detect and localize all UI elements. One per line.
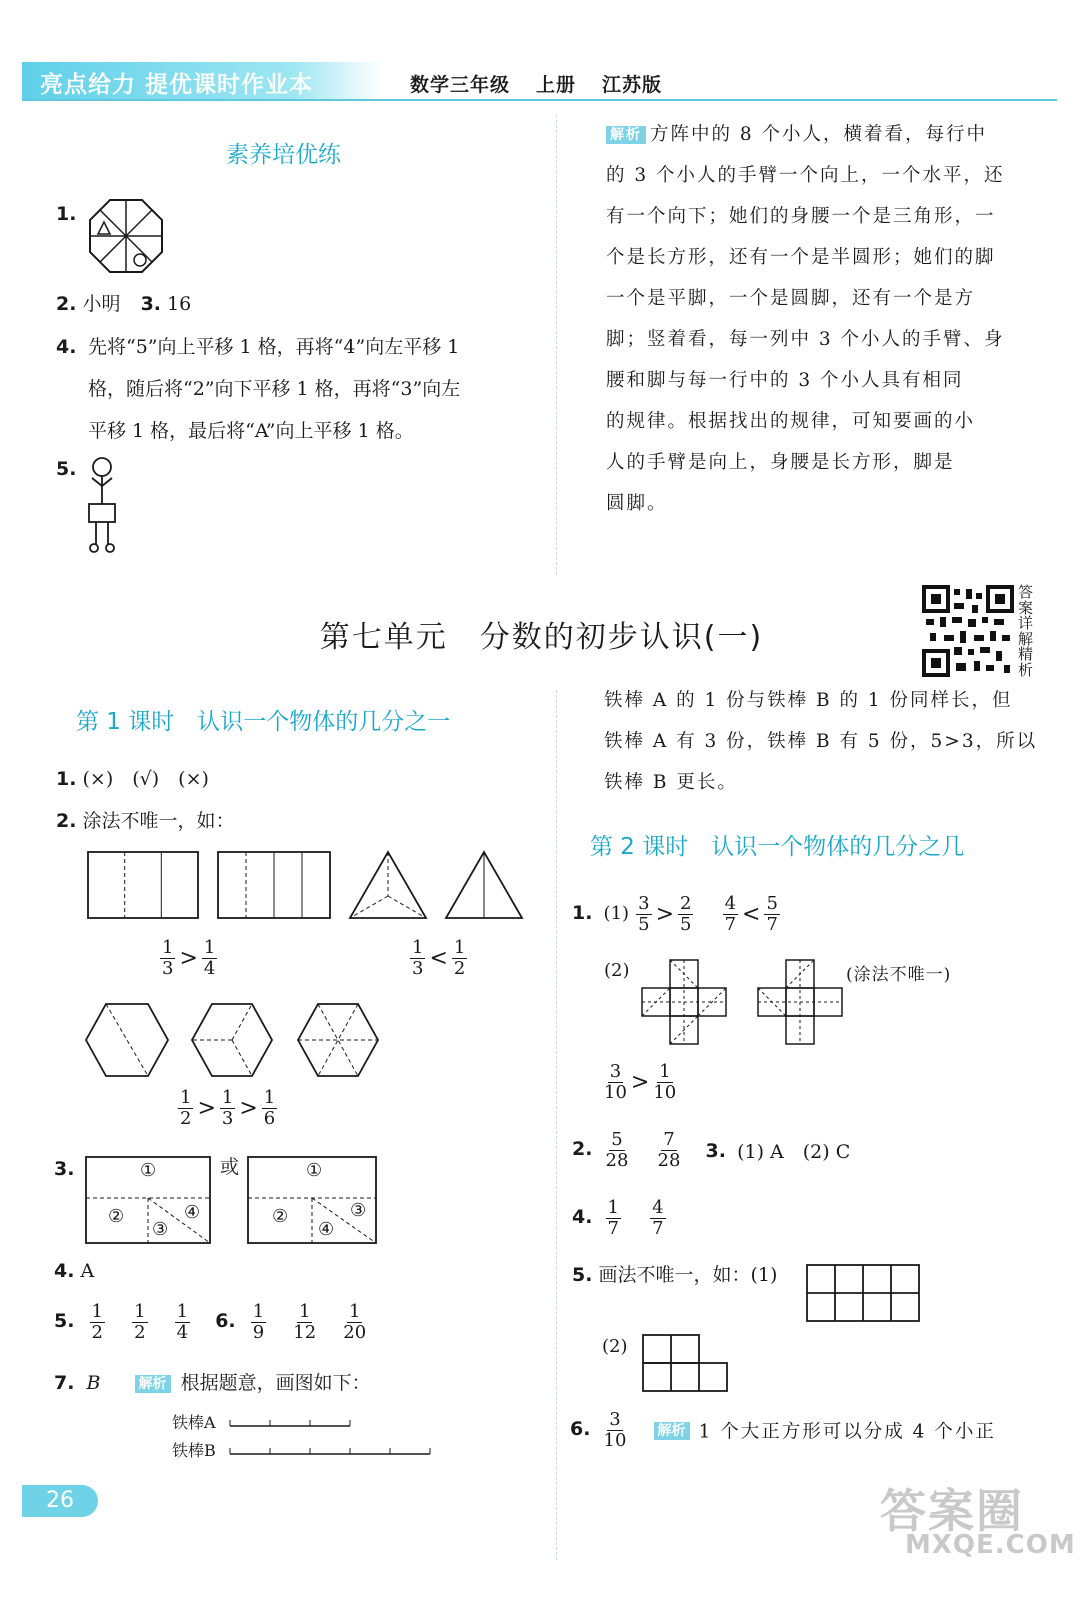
part-label: (2) bbox=[602, 1336, 628, 1357]
question-number: 3. bbox=[140, 293, 162, 315]
lesson-title: 第 1 课时 认识一个物体的几分之一 bbox=[76, 709, 451, 735]
answer-row bbox=[572, 1254, 777, 1296]
or-text: 或 bbox=[220, 1156, 240, 1178]
text-line: 脚；竖着看，每一列中 3 个小人的手臂、身 bbox=[606, 329, 1005, 350]
region-label: ② bbox=[272, 1206, 289, 1227]
region-label: ③ bbox=[152, 1219, 169, 1240]
fraction: $\frac{5}{7}$ bbox=[766, 893, 778, 935]
part-label: (2) bbox=[604, 960, 630, 981]
text-line: 平移 1 格，最后将“A”向上平移 1 格。 bbox=[88, 420, 414, 442]
answer-row bbox=[56, 758, 209, 800]
fraction: $\frac{1}{10}$ bbox=[653, 1061, 677, 1103]
answer-paragraph bbox=[88, 326, 548, 452]
column-divider bbox=[556, 115, 557, 575]
question-number: 1. bbox=[572, 902, 593, 924]
fraction: $\frac{3}{10}$ bbox=[604, 1061, 627, 1103]
question-number: 3. bbox=[54, 1158, 75, 1180]
question-number: 4. bbox=[56, 336, 77, 358]
question-number: 5. bbox=[56, 458, 77, 480]
region-label: ① bbox=[140, 1160, 157, 1181]
text-line: 铁棒 A 的 1 份与铁棒 B 的 1 份同样长，但 bbox=[604, 690, 1013, 711]
answer-row bbox=[570, 1410, 996, 1451]
analysis-tag: 解析 bbox=[654, 1422, 690, 1440]
fraction-compare: $\frac{1}{3}$ > $\frac{1}{4}$ bbox=[162, 937, 216, 979]
question-number: 5. bbox=[54, 1310, 75, 1332]
analysis-tag: 解析 bbox=[135, 1375, 171, 1393]
analysis-text: 根据题意，画图如下： bbox=[180, 1372, 371, 1394]
cube-nets bbox=[642, 958, 842, 1048]
fraction: $\frac{1}{4}$ bbox=[176, 1301, 189, 1343]
fraction: $\frac{4}{7}$ bbox=[652, 1197, 664, 1239]
fraction: $\frac{1}{2}$ bbox=[180, 1087, 192, 1129]
lesson-title: 第 2 课时 认识一个物体的几分之几 bbox=[590, 834, 965, 860]
fraction-compare: $\frac{1}{2}$ > $\frac{1}{3}$ > $\frac{1}{6}$ bbox=[180, 1087, 276, 1129]
question-number: 1. bbox=[56, 768, 77, 790]
bar-label: 铁棒B bbox=[172, 1441, 216, 1460]
fraction: $\frac{1}{7}$ bbox=[607, 1197, 619, 1239]
question-number: 6. bbox=[570, 1418, 591, 1440]
analysis-paragraph bbox=[604, 680, 1054, 803]
book-info bbox=[410, 70, 688, 97]
region-label: ④ bbox=[184, 1202, 201, 1223]
question-number: 7. bbox=[54, 1372, 75, 1394]
region-label: ① bbox=[306, 1160, 323, 1181]
hexagons bbox=[86, 1002, 386, 1082]
analysis-paragraph bbox=[606, 114, 1056, 524]
fraction-compare: $\frac{3}{10}$ > $\frac{1}{10}$ bbox=[604, 1061, 677, 1103]
watermark-logo: 答案圈 bbox=[880, 1484, 1024, 1538]
text-line: 格，随后将“2”向下平移 1 格，再将“3”向左 bbox=[88, 378, 461, 400]
analysis-tag: 解析 bbox=[606, 126, 646, 144]
volume: 上册 bbox=[536, 74, 577, 96]
text-line: 先将“5”向上平移 1 格，再将“4”向左平移 1 bbox=[88, 336, 460, 358]
text-line: 腰和脚与每一行中的 3 个小人具有相同 bbox=[606, 370, 964, 391]
text-line: 人的手臂是向上，身腰是长方形，脚是 bbox=[606, 452, 955, 473]
question-number: 3. bbox=[705, 1139, 726, 1162]
region-label: ③ bbox=[350, 1200, 367, 1221]
fraction: $\frac{1}{6}$ bbox=[263, 1087, 276, 1129]
answer-row bbox=[54, 1362, 371, 1404]
stick-figure bbox=[86, 456, 122, 556]
question-number: 5. bbox=[572, 1264, 593, 1286]
answer: 涂法不唯一，如： bbox=[82, 810, 235, 832]
answer: (×) (√) (×) bbox=[82, 768, 209, 790]
series-title: 亮点给力 提优课时作业本 bbox=[40, 72, 314, 98]
part-label: (1) bbox=[603, 903, 630, 924]
page-number: 26 bbox=[22, 1485, 98, 1517]
text-line: 个是长方形，还有一个是半圆形；她们的脚 bbox=[606, 247, 996, 268]
unit-title: 第七单元 分数的初步认识(一) bbox=[319, 620, 764, 655]
answer-row bbox=[56, 800, 235, 842]
qr-code-icon[interactable] bbox=[922, 585, 1014, 677]
answer: 画法不唯一，如：(1) bbox=[598, 1264, 778, 1286]
iron-bar-diagram bbox=[230, 1412, 440, 1460]
fraction: $\frac{1}{2}$ bbox=[453, 937, 466, 979]
analysis-text: 1 个大正方形可以分成 4 个小正 bbox=[698, 1421, 996, 1443]
text-line: 方阵中的 8 个小人，横着看，每行中 bbox=[650, 124, 988, 145]
fraction: $\frac{1}{9}$ bbox=[252, 1301, 265, 1343]
fraction: $\frac{5}{28}$ bbox=[605, 1129, 629, 1171]
text-line: 一个是平脚，一个是圆脚，还有一个是方 bbox=[606, 288, 976, 309]
rectangles-and-triangles bbox=[88, 850, 528, 922]
fraction: $\frac{1}{2}$ bbox=[134, 1301, 146, 1343]
answer: B bbox=[86, 1372, 101, 1394]
answer: 小明 bbox=[82, 293, 121, 315]
fraction: $\frac{1}{12}$ bbox=[293, 1301, 317, 1343]
fraction-compare: $\frac{1}{3}$ < $\frac{1}{2}$ bbox=[412, 937, 466, 979]
octagon-figure bbox=[88, 198, 164, 274]
question-number: 1. bbox=[56, 203, 77, 225]
section-title: 素养培优练 bbox=[226, 142, 341, 168]
note-text: (涂法不唯一) bbox=[846, 965, 952, 985]
subject: 数学三年级 bbox=[410, 74, 511, 96]
question-number: 2. bbox=[56, 810, 77, 832]
text-line: 铁棒 A 有 3 份，铁棒 B 有 5 份，5>3，所以 bbox=[604, 731, 1038, 752]
answer-row bbox=[56, 283, 191, 325]
edition: 江苏版 bbox=[602, 74, 663, 96]
answer: A bbox=[80, 1260, 95, 1282]
question-number: 4. bbox=[572, 1206, 593, 1228]
answer-row bbox=[572, 1198, 668, 1239]
text-line: 有一个向下；她们的身腰一个是三角形，一 bbox=[606, 206, 996, 227]
text-line: 圆脚。 bbox=[606, 493, 668, 514]
fraction: $\frac{1}{20}$ bbox=[343, 1301, 367, 1343]
fraction: $\frac{2}{5}$ bbox=[680, 893, 692, 935]
fraction: $\frac{1}{2}$ bbox=[91, 1301, 103, 1343]
question-number: 4. bbox=[54, 1260, 75, 1282]
fraction: $\frac{1}{3}$ bbox=[221, 1087, 234, 1129]
region-label: ② bbox=[108, 1206, 125, 1227]
bar-label: 铁棒A bbox=[172, 1413, 216, 1432]
fraction: $\frac{7}{28}$ bbox=[657, 1129, 681, 1171]
answer-row bbox=[54, 1250, 94, 1292]
text-line: 的 3 个小人的手臂一个向上，一个水平，还 bbox=[606, 165, 1005, 186]
question-number: 6. bbox=[215, 1310, 236, 1332]
grid-drawing-1 bbox=[806, 1264, 922, 1324]
answer-row: 1. (1) $\frac{3}{5}$ > $\frac{2}{5}$ $\frac{4}{7}$ < $\frac{5}{7}$ bbox=[572, 893, 778, 935]
fraction: $\frac{4}{7}$ bbox=[724, 893, 737, 935]
answer: (1) A (2) C bbox=[737, 1141, 851, 1163]
answer-row bbox=[572, 1130, 850, 1171]
header-rule bbox=[22, 99, 1057, 101]
region-label: ④ bbox=[318, 1219, 335, 1240]
answer: 16 bbox=[167, 293, 192, 315]
fraction: $\frac{1}{3}$ bbox=[162, 937, 174, 979]
answer-row bbox=[54, 1302, 368, 1343]
text-line: 的规律。根据找出的规律，可知要画的小 bbox=[606, 411, 976, 432]
fraction: $\frac{1}{3}$ bbox=[412, 937, 424, 979]
watermark-url: MXQE.COM bbox=[905, 1530, 1076, 1560]
qr-label: 答案详解精析 bbox=[1018, 583, 1034, 679]
grid-drawing-2 bbox=[642, 1334, 732, 1396]
fraction: $\frac{3}{5}$ bbox=[638, 893, 650, 935]
text-line: 铁棒 B 更长。 bbox=[604, 772, 738, 793]
question-number: 2. bbox=[572, 1138, 593, 1160]
fraction: $\frac{1}{4}$ bbox=[203, 937, 216, 979]
column-divider bbox=[556, 690, 557, 1560]
fraction: $\frac{3}{10}$ bbox=[603, 1409, 627, 1451]
question-number: 2. bbox=[56, 293, 77, 315]
